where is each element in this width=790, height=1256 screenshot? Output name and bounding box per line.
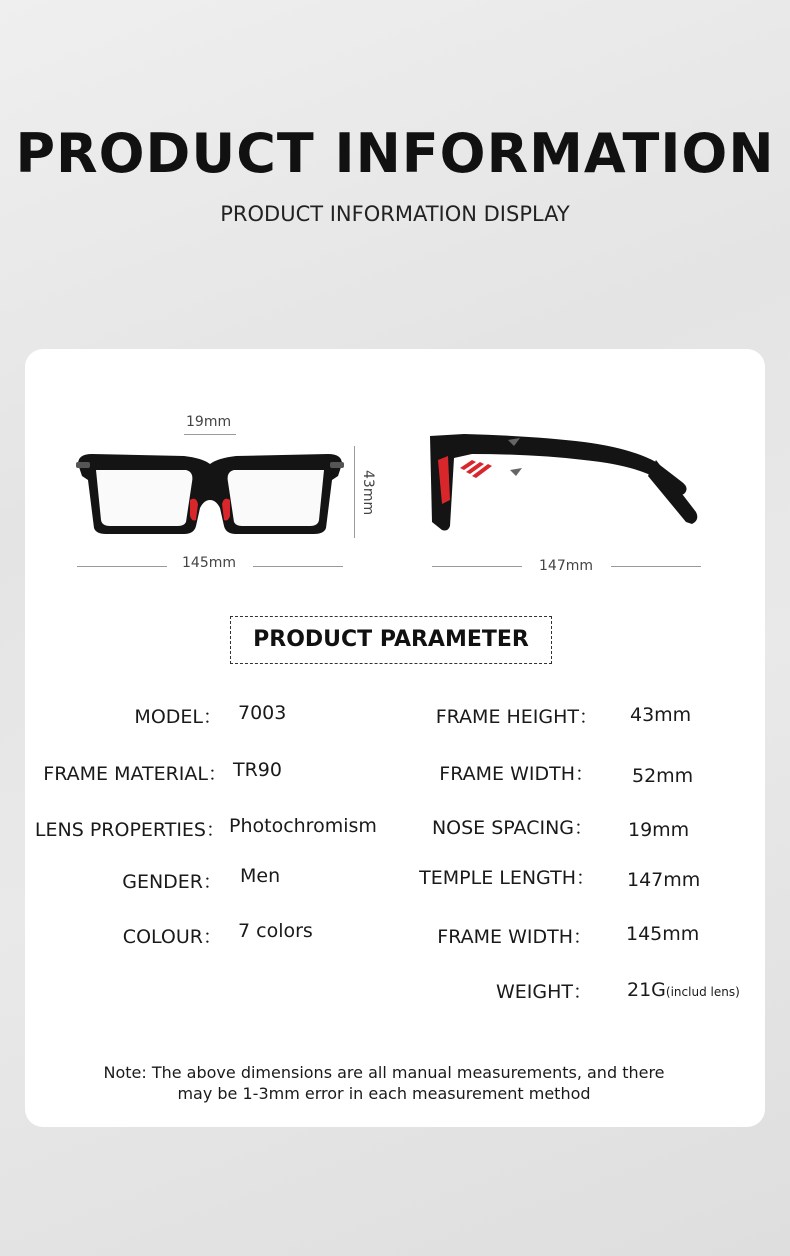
- temple-length-param-value: 147mm: [627, 869, 701, 891]
- frame-width-line-left: [77, 566, 167, 567]
- colour-label: COLOUR：: [122, 926, 222, 948]
- temple-length-line-right: [611, 566, 701, 567]
- product-parameter-heading: PRODUCT PARAMETER: [230, 616, 552, 664]
- temple-length-label: 147mm: [539, 558, 593, 574]
- frame-material-value: TR90: [233, 759, 282, 781]
- weight-value: [627, 979, 740, 1001]
- note-line-1: Note: The above dimensions are all manual measurements, and there: [103, 1063, 665, 1082]
- nose-spacing-param-value: 19mm: [628, 819, 690, 841]
- gender-value: Men: [240, 865, 281, 887]
- model-label: MODEL：: [134, 706, 222, 728]
- temple-length-line-left: [432, 566, 522, 567]
- frame-width-param-value: 52mm: [632, 765, 694, 787]
- glasses-front-image: [74, 446, 346, 542]
- page-title: PRODUCT INFORMATION: [15, 122, 775, 185]
- frame-height-param-label: FRAME HEIGHT：: [435, 706, 598, 728]
- frame-height-param-value: 43mm: [630, 704, 692, 726]
- frame-width-label: 145mm: [182, 555, 236, 571]
- nose-spacing-label: 19mm: [186, 414, 232, 430]
- model-value: 7003: [238, 702, 287, 724]
- weight-note: (includ lens): [665, 985, 740, 999]
- page-subtitle: PRODUCT INFORMATION DISPLAY: [220, 202, 570, 226]
- note-line-2: may be 1-3mm error in each measurement method: [177, 1084, 591, 1103]
- lens-properties-value: Photochromism: [229, 815, 377, 837]
- nose-spacing-line: [184, 434, 236, 435]
- gender-label: GENDER：: [122, 871, 222, 893]
- frame-height-line: [354, 446, 355, 538]
- temple-length-param-label: TEMPLE LENGTH：: [419, 867, 595, 889]
- colour-value: 7 colors: [238, 920, 313, 942]
- nose-spacing-param-label: NOSE SPACING：: [431, 817, 593, 839]
- lens-properties-label: LENS PROPERTIES：: [34, 819, 225, 841]
- weight-number: 21G: [627, 979, 666, 1001]
- frame-width-total-value: 145mm: [626, 923, 700, 945]
- frame-width-line-right: [253, 566, 343, 567]
- measurement-note: [0, 1062, 768, 1104]
- frame-width-param-label: FRAME WIDTH：: [439, 763, 594, 785]
- frame-material-label: FRAME MATERIAL：: [43, 763, 227, 785]
- frame-height-label: 43mm: [360, 470, 376, 516]
- glasses-side-image: [424, 430, 704, 542]
- weight-label: WEIGHT：: [495, 981, 592, 1003]
- frame-width-total-label: FRAME WIDTH：: [437, 926, 592, 948]
